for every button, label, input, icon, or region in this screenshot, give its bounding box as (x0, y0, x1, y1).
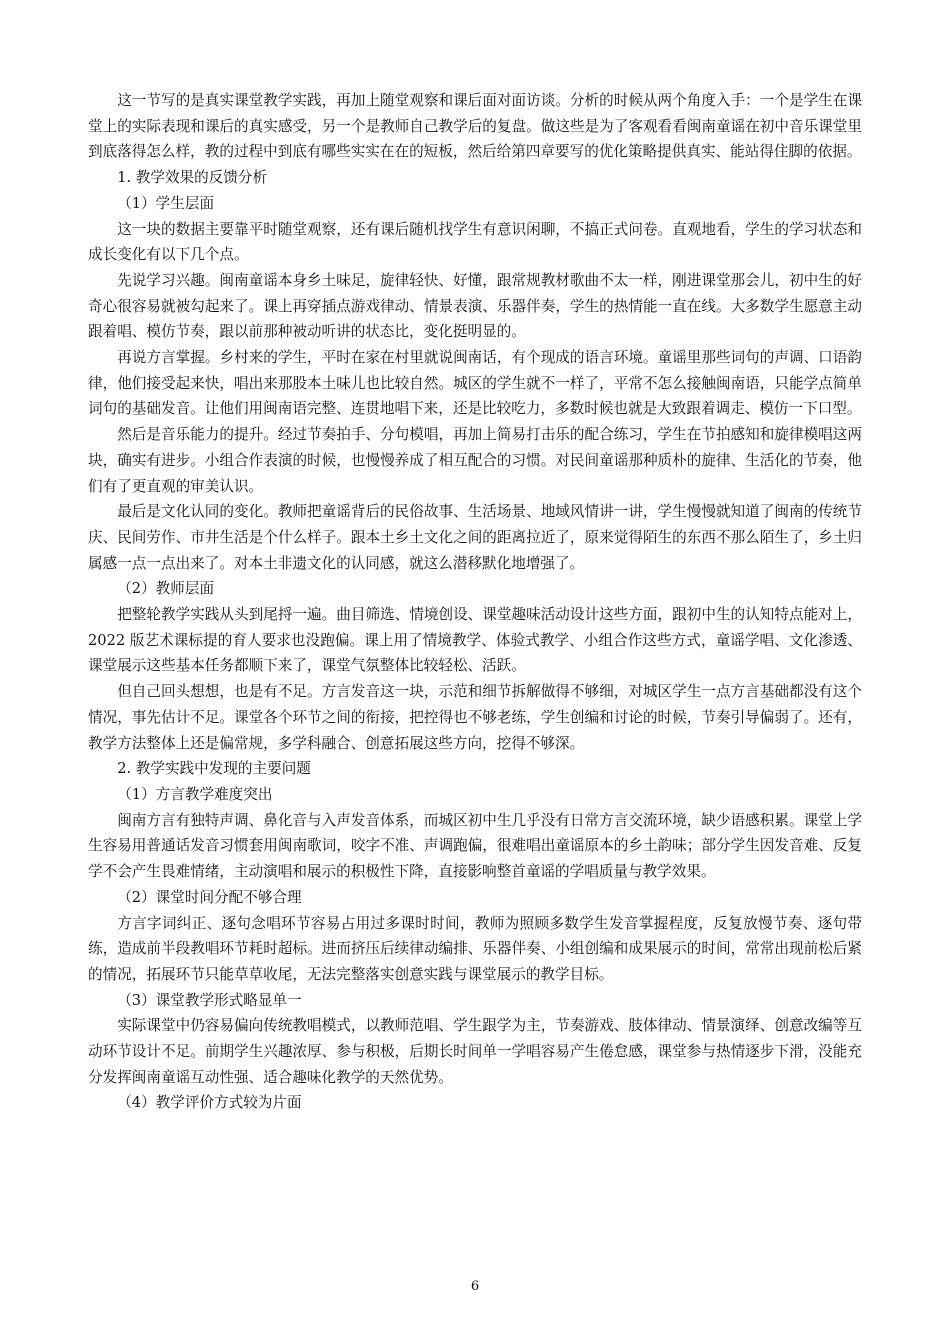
paragraph-music-ability: 然后是音乐能力的提升。经过节奏拍手、分句模唱，再加上简易打击乐的配合练习，学生在节拍感知和旋律模唱这两块，确实有进步。小组合作表演的时候，也慢慢养成了相互配合的习惯。对民间童谣那种质朴的旋律、生活化的节奏，他们有了更直观的审美认识。 (88, 426, 862, 495)
subheading-teaching-form: （3）课堂教学形式略显单一 (117, 991, 302, 1009)
paragraph-dialect-mastery: 再说方言掌握。乡村来的学生，平时在家在村里就说闽南话，有个现成的语言环境。童谣里那些词句的声调、口语韵律，他们接受起来快，唱出来那股本土味儿也比较自然。城区的学生就不一样了，平常不怎么接触闽南语，只能学点简单词句的基础发音。让他们用闽南语完整、连贯地唱下来，还是比较吃力，多数时候也就是大致跟着调走、模仿一下口型。 (88, 349, 862, 418)
paragraph-time-allocation: 方言字词纠正、逐句念唱环节容易占用过多课时时间，教师为照顾多数学生发音掌握程度，反复放慢节奏、逐句带练，造成前半段教唱环节耗时超标。进而挤压后续律动编排、乐器伴奏、小组创编和成果展示的时间，常常出现前松后紧的情况，拓展环节只能草草收尾，无法完整落实创意实践与课堂展示的教学目标。 (88, 914, 862, 983)
paragraph-dialect-difficulty: 闽南方言有独特声调、鼻化音与入声发音体系，而城区初中生几乎没有日常方言交流环境，缺少语感积累。课堂上学生容易用普通话发音习惯套用闽南歌词，咬字不准、声调跑偏，很难唱出童谣原本的乡土韵味；部分学生因发音难、反复学不会产生畏难情绪，主动演唱和展示的积极性下降，直接影响整首童谣的学唱质量与教学效果。 (88, 811, 862, 881)
subheading-time-allocation: （2）课堂时间分配不够合理 (117, 888, 302, 906)
subheading-dialect-difficulty: （1）方言教学难度突出 (117, 785, 273, 803)
paragraph-teacher-review: 把整轮教学实践从头到尾捋一遍。曲目筛选、情境创设、课堂趣味活动设计这些方面，跟初中生的认知特点能对上，2022 版艺术课标提的育人要求也没跑偏。课上用了情境教学、体验式教学、小组合作这些方式，童谣学唱、文化渗透、课堂展示这些基本任务都顺下来了，课堂气氛整体比较轻松、活跃。 (88, 606, 862, 675)
section-heading-feedback-analysis: 1. 教学效果的反馈分析 (117, 169, 268, 187)
intro-paragraph: 这一节写的是真实课堂教学实践，再加上随堂观察和课后面对面访谈。分析的时候从两个角度入手：一个是学生在课堂上的实际表现和课后的真实感受，另一个是教师自己教学后的复盘。做这些是为了客观看看闽南童谣在初中音乐课堂里到底落得怎么样，教的过程中到底有哪些实实在在的短板，然后给第四章要写的优化策略提供真实、能站得住脚的依据。 (88, 92, 862, 161)
document-body (88, 88, 862, 1116)
subheading-evaluation: （4）教学评价方式较为片面 (117, 1094, 302, 1112)
subheading-teacher-level: （2）教师层面 (117, 580, 215, 598)
paragraph-teaching-form: 实际课堂中仍容易偏向传统教唱模式，以教师范唱、学生跟学为主，节奏游戏、肢体律动、情景演绎、创意改编等互动环节设计不足。前期学生兴趣浓厚、参与积极，后期长时间单一学唱容易产生倦怠感，课堂参与热情逐步下滑，没能充分发挥闽南童谣互动性强、适合趣味化教学的天然优势。 (88, 1017, 862, 1086)
paragraph-learning-interest: 先说学习兴趣。闽南童谣本身乡土味足，旋律轻快、好懂，跟常规教材歌曲不太一样，刚进课堂那会儿，初中生的好奇心很容易就被勾起来了。课上再穿插点游戏律动、情景表演、乐器伴奏，学生的热情能一直在线。大多数学生愿意主动跟着唱、模仿节奏，跟以前那种被动听讲的状态比，变化挺明显的。 (88, 271, 862, 341)
paragraph-teacher-shortcomings: 但自己回头想想，也是有不足。方言发音这一块，示范和细节拆解做得不够细，对城区学生一点方言基础都没有这个情况，事先估计不足。课堂各个环节之间的衔接，把控得也不够老练，学生创编和讨论的时候，节奏引导偏弱了。还有，教学方法整体上还是偏常规，多学科融合、创意拓展这些方向，挖得不够深。 (88, 683, 862, 752)
section-heading-main-problems: 2. 教学实践中发现的主要问题 (117, 760, 311, 778)
paragraph-cultural-identity: 最后是文化认同的变化。教师把童谣背后的民俗故事、生活场景、地域风情讲一讲，学生慢慢就知道了闽南的传统节庆、民间劳作、市井生活是个什么样子。跟本土乡土文化之间的距离拉近了，原来觉得陌生的东西不那么陌生了，乡土归属感一点一点出来了。对本土非遗文化的认同感，就这么潜移默化地增强了。 (88, 503, 862, 572)
subheading-student-level: （1）学生层面 (117, 194, 215, 212)
paragraph-data-source: 这一块的数据主要靠平时随堂观察，还有课后随机找学生有意识闲聊，不搞正式问卷。直观地看，学生的学习状态和成长变化有以下几个点。 (88, 220, 862, 264)
page-number: 6 (470, 1279, 480, 1294)
